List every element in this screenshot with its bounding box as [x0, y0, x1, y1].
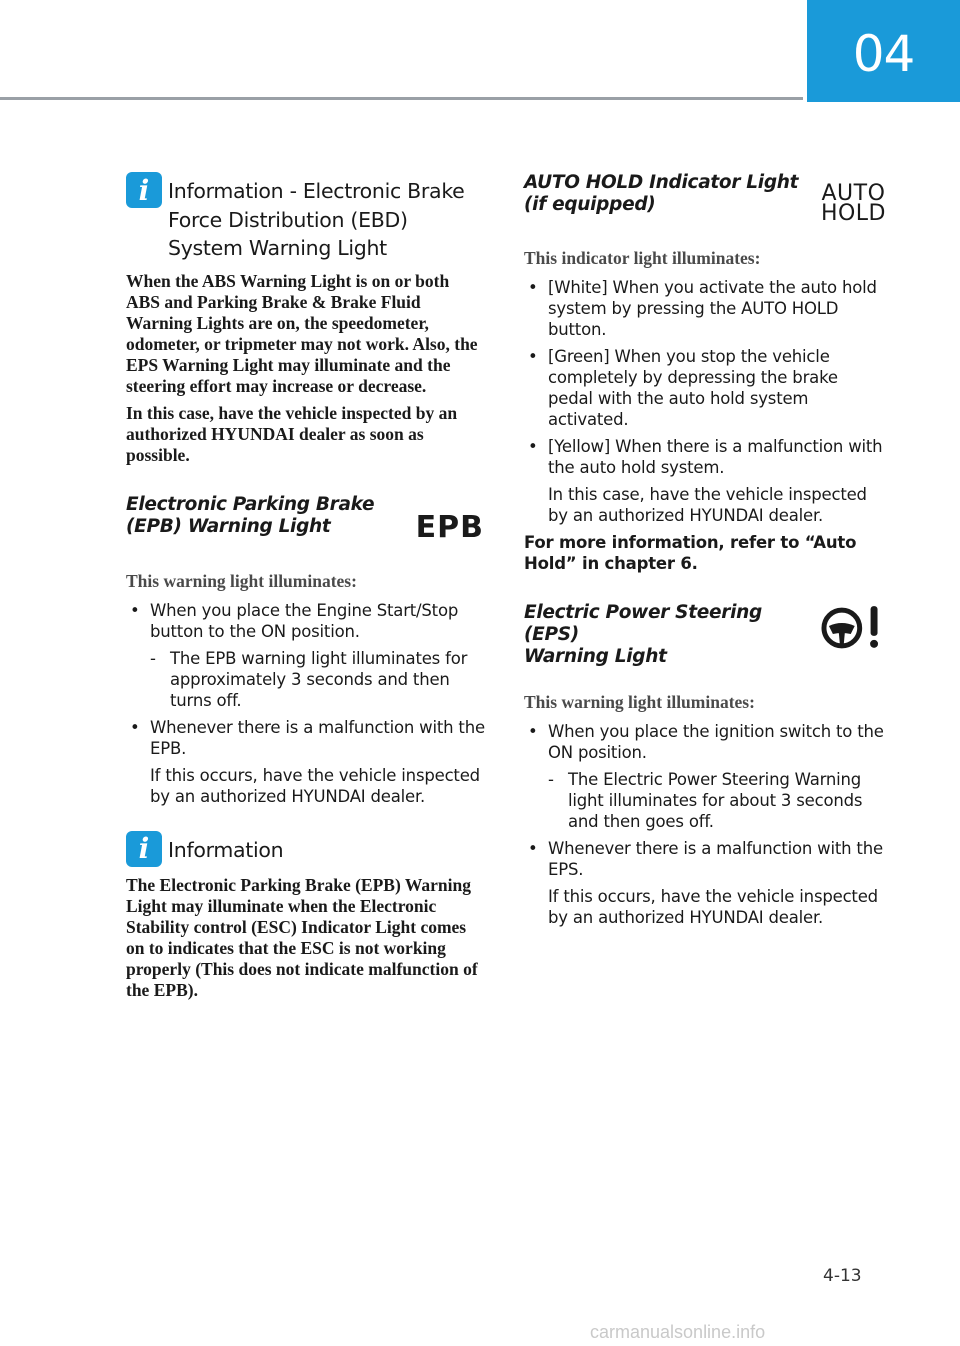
header-rule	[0, 97, 803, 100]
list-item: • When you place the ignition switch to the ON position.	[524, 721, 886, 763]
autohold-section-header	[524, 172, 886, 224]
autohold-section-title: AUTO HOLD Indicator Light (if equipped)	[524, 172, 799, 215]
info-ebd-paragraph: When the ABS Warning Light is on or both ABS and Parking Brake & Brake Fluid Warning Lights are on, the speedometer, odometer, or tripmeter may not work. Also, the EPS Warning Light may illuminate and the steering effort may increase or decrease.	[126, 270, 478, 396]
watermark: carmanualsonline.info	[590, 1322, 766, 1342]
steering-wheel-warning-icon	[821, 602, 886, 652]
list-item: • When you place the Engine Start/Stop button to the ON position.	[126, 600, 486, 642]
info-ebd-paragraph: In this case, have the vehicle inspected by an authorized HYUNDAI dealer as soon as possible.	[126, 402, 458, 465]
indented-note: If this occurs, have the vehicle inspected by an authorized HYUNDAI dealer.	[150, 765, 480, 806]
left-column	[126, 172, 486, 1007]
info-epb-title: Information	[168, 837, 284, 862]
epb-section-title: Electronic Parking Brake (EPB) Warning Light	[126, 493, 375, 537]
info-epb-header	[126, 831, 486, 867]
epb-warning-icon: EPB	[415, 509, 484, 545]
eps-lead: This warning light illuminates:	[524, 692, 755, 712]
list-item: • Whenever there is a malfunction with the EPS.	[524, 838, 886, 880]
list-item: • [White] When you activate the auto hold system by pressing the AUTO HOLD button.	[524, 277, 886, 340]
list-item: • Whenever there is a malfunction with the EPB.	[126, 717, 486, 759]
epb-lead: This warning light illuminates:	[126, 570, 357, 591]
sub-list-item: - The EPB warning light illuminates for approximately 3 seconds and then turns off.	[126, 648, 486, 711]
list-item: • [Green] When you stop the vehicle completely by depressing the brake pedal with the auto hold system activated.	[524, 346, 886, 430]
right-column	[524, 172, 886, 934]
chapter-tab: 04	[807, 0, 960, 102]
epb-section-header	[126, 494, 486, 545]
indented-note: In this case, have the vehicle inspected by an authorized HYUNDAI dealer.	[548, 485, 867, 525]
info-ebd-header	[126, 172, 486, 263]
autohold-reference-note: For more information, refer to “Auto Hold” in chapter 6.	[524, 533, 857, 573]
indented-note: If this occurs, have the vehicle inspected by an authorized HYUNDAI dealer.	[548, 887, 878, 927]
information-icon: i	[126, 831, 162, 867]
auto-hold-icon: AUTO HOLD	[820, 181, 886, 226]
info-ebd-title: Information - Electronic Brake Force Distribution (EBD) System Warning Light	[168, 179, 465, 260]
information-icon: i	[126, 172, 162, 208]
list-item: • [Yellow] When there is a malfunction with the auto hold system.	[524, 436, 886, 478]
eps-section-title: Electric Power Steering (EPS) Warning Light	[524, 602, 762, 667]
autohold-lead: This indicator light illuminates:	[524, 248, 761, 268]
info-epb-paragraph: The Electronic Parking Brake (EPB) Warning Light may illuminate when the Electronic Stability control (ESC) Indicator Light comes on to indicates that the ESC is not working properly (This does not indicate malfunction of the EPB).	[126, 874, 478, 1000]
eps-section-header	[524, 602, 886, 668]
sub-list-item: - The Electric Power Steering Warning light illuminates for about 3 seconds and then goes off.	[524, 769, 886, 832]
page-number: 4-13	[823, 1266, 862, 1286]
